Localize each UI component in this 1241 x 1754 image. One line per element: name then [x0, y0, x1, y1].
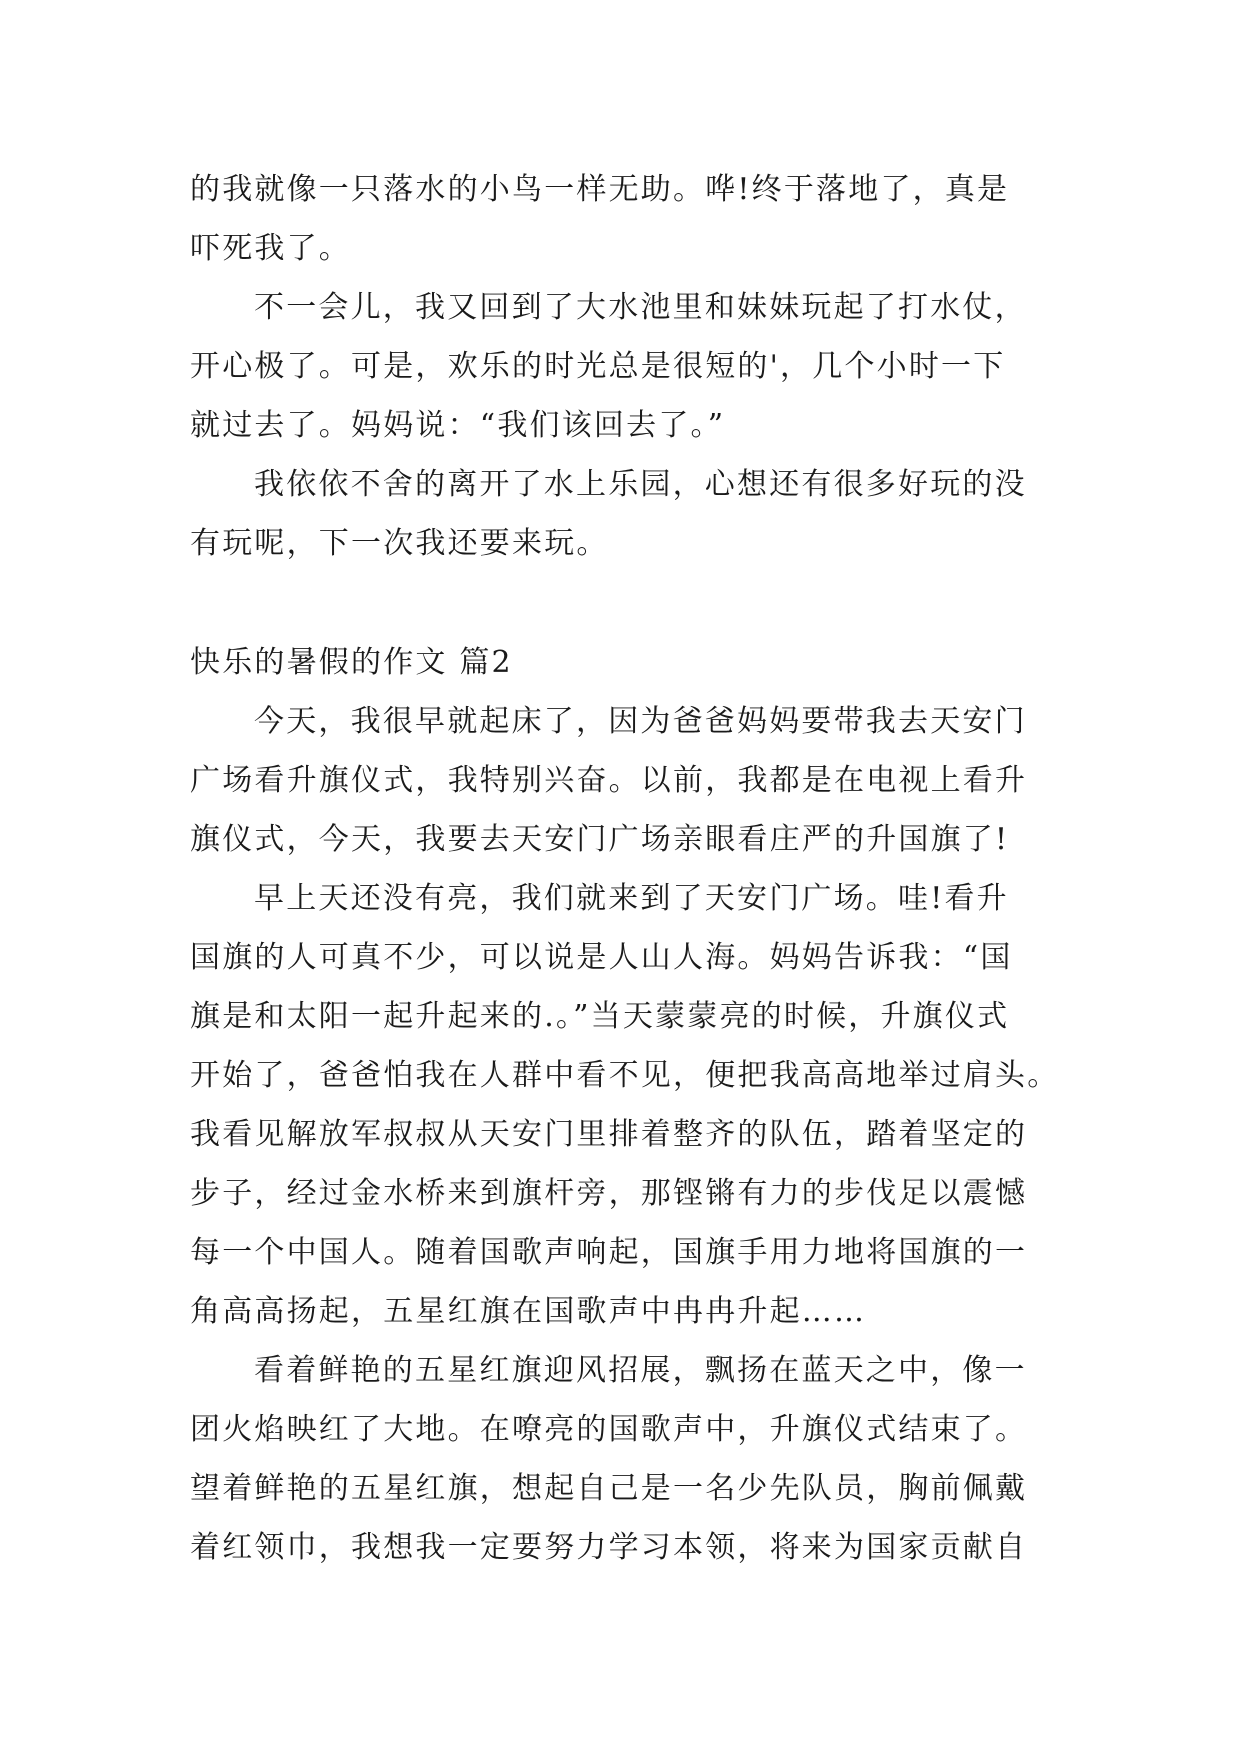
text-line: 国旗的人可真不少，可以说是人山人海。妈妈告诉我：“国 [190, 940, 1013, 975]
text-line: 开心极了。可是，欢乐的时光总是很短的'，几个小时一下 [190, 349, 1006, 384]
text-line: 就过去了。妈妈说：“我们该回去了。” [190, 408, 726, 443]
text-line: 有玩呢，下一次我还要来玩。 [190, 526, 609, 561]
text-line: 角高高扬起，五星红旗在国歌声中冉冉升起…… [190, 1294, 867, 1329]
text-line: 望着鲜艳的五星红旗，想起自己是一名少先队员，胸前佩戴 [190, 1471, 1028, 1506]
text-line: 旗仪式，今天，我要去天安门广场亲眼看庄严的升国旗了! [190, 822, 1010, 857]
paragraph [190, 692, 1070, 869]
paragraph [190, 160, 1070, 278]
text-line: 的我就像一只落水的小鸟一样无助。哗!终于落地了，真是 [190, 172, 1010, 207]
text-line: 每一个中国人。随着国歌声响起，国旗手用力地将国旗的一 [190, 1235, 1028, 1270]
text-line: 步子，经过金水桥来到旗杆旁，那铿锵有力的步伐足以震憾 [190, 1176, 1028, 1211]
paragraph [190, 1341, 1070, 1577]
text-line: 广场看升旗仪式，我特别兴奋。以前，我都是在电视上看升 [190, 763, 1028, 798]
text-line: 看着鲜艳的五星红旗迎风招展，飘扬在蓝天之中，像一 [254, 1353, 1027, 1388]
document-body [190, 160, 1070, 1577]
text-line: 早上天还没有亮，我们就来到了天安门广场。哇!看升 [254, 881, 1009, 916]
paragraph [190, 869, 1070, 1341]
paragraph [190, 455, 1070, 573]
text-line: 我依依不舍的离开了水上乐园，心想还有很多好玩的没 [254, 467, 1027, 502]
text-line: 不一会儿，我又回到了大水池里和妹妹玩起了打水仗， [254, 290, 1027, 325]
section-gap [190, 573, 1070, 633]
text-line: 开始了，爸爸怕我在人群中看不见，便把我高高地举过肩头。 [190, 1058, 1060, 1093]
text-line: 旗是和太阳一起升起来的.。”当天蒙蒙亮的时候，升旗仪式 [190, 999, 1010, 1034]
text-line: 我看见解放军叔叔从天安门里排着整齐的队伍，踏着坚定的 [190, 1117, 1028, 1152]
text-line: 团火焰映红了大地。在嘹亮的国歌声中，升旗仪式结束了。 [190, 1412, 1028, 1447]
section-heading: 快乐的暑假的作文 篇2 [190, 645, 513, 680]
text-line: 吓死我了。 [190, 231, 351, 266]
text-line: 着红领巾，我想我一定要努力学习本领，将来为国家贡献自 [190, 1530, 1028, 1565]
text-line: 今天，我很早就起床了，因为爸爸妈妈要带我去天安门 [254, 704, 1027, 739]
paragraph [190, 278, 1070, 455]
